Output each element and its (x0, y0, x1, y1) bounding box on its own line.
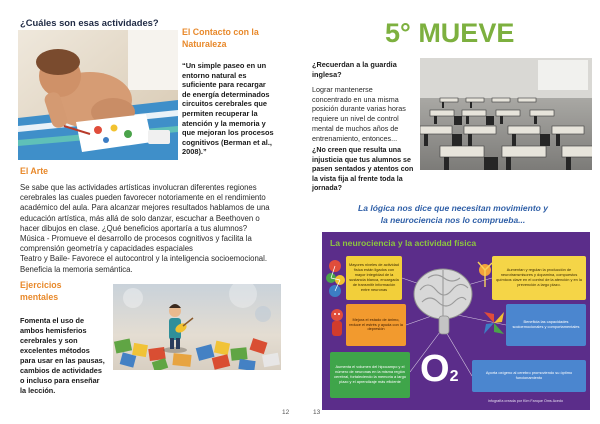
injusticia-line: injusticia que tus alumnos se (312, 155, 411, 164)
guardia-body-line: posición durante varias horas (312, 104, 406, 114)
quote-line: que mejoran los procesos (182, 128, 274, 138)
injusticia-line: ¿No creen que resulta una (312, 146, 402, 154)
box-neurotransmitters-text: Aumentan y regulan la producción de neurotransmisores y dopamina, compuestos químicos clave en el control de la atención y en la prevención a largo plazo. (496, 267, 582, 287)
logic-line: La lógica nos dice que necesitan movimiento y (358, 203, 548, 213)
box-oxygen (472, 360, 586, 392)
quote-line: “Un simple paseo en un (182, 61, 267, 70)
box-socioemotional (506, 304, 586, 346)
arte-line: Teatro y Baile- Favorece el autocontrol y la inteligencia socioemocional. (20, 254, 268, 264)
guardia-body-line: requiere un nivel de control (312, 114, 399, 124)
arte-line: Beneficia la memoria semántica. (20, 264, 133, 274)
guardia-body-line: concentrado en una misma (312, 94, 399, 104)
oxygen-subscript: 2 (449, 368, 459, 385)
quote-line: atención y la memoria y (182, 118, 266, 128)
neuron-cluster-icon (325, 258, 346, 298)
ejercicios-title-line: Ejercicios (20, 280, 62, 290)
box-socioemotional-text: Beneficia las capacidades socioemocionales y comportamentales (512, 319, 580, 329)
box-white-matter (346, 256, 402, 300)
brain-icon (412, 260, 474, 344)
arte-line: académico del aula. Para alcanzar mejores resultados hablamos de una (20, 203, 270, 213)
infographic-credit: infografía creada por Kim Fanque Oms Acedo (488, 399, 564, 403)
quote-line: de energía determinados (182, 89, 270, 99)
ejercicios-line: cambios de actividades (20, 366, 102, 375)
page-title: 5° MUEVE (385, 18, 515, 48)
arte-line: Música - Promueve el desarrollo de procesos cognitivos y facilita la (20, 234, 252, 243)
quote-line: cognitivos (Berman et al., (182, 137, 272, 147)
quote-line: 2008).” (182, 147, 207, 157)
quote-line: permiten recuperar la (182, 109, 258, 118)
page-number-right: 13 (313, 409, 321, 416)
naturaleza-title-line: Naturaleza (182, 39, 227, 49)
box-white-matter-text: Mayores niveles de actividad física están ligados con mayor integridad de la sustancia blanca, encargada de transmitir información entre neuronas (349, 262, 399, 292)
socioemotional-icon (482, 308, 506, 338)
box-mood (346, 304, 406, 346)
ejercicios-title-line: mentales (20, 292, 59, 302)
infographic-title: La neurociencia y la actividad física (330, 238, 477, 248)
arte-line: comprensión geometría y capacidades espaciales (20, 244, 193, 254)
box-hippocampus (330, 352, 410, 398)
injusticia-line: jornada? (312, 184, 342, 193)
classroom-photo (420, 58, 592, 170)
ejercicios-line: para usar en las pausas, (20, 356, 105, 365)
child-painting-photo (18, 30, 178, 160)
ejercicios-line: o incluso para enseñar (20, 376, 100, 385)
guardia-body-line: entrenamiento, entonces... (312, 133, 398, 143)
arte-title: El Arte (20, 166, 49, 176)
arte-line: cerebrales las cuales pueden favorecer notoriamente en el rendimiento (20, 193, 266, 203)
neuroscience-infographic (322, 232, 590, 410)
quote-line: circuitos cerebrales que (182, 99, 268, 109)
oxygen-symbol (420, 350, 458, 388)
ejercicios-line: la lección. (20, 386, 56, 395)
arte-line: Se sabe que las actividades artísticas involucran diferentes regiones (20, 183, 257, 192)
quote-line: suficiente para recargar (182, 80, 266, 90)
mood-figure-icon (328, 308, 346, 338)
ejercicios-line: excelentes métodos (20, 346, 90, 355)
page-number-left: 12 (282, 409, 290, 416)
box-oxygen-text: Aporta oxígeno al cerebro promoviendo su óptimo funcionamiento (485, 370, 573, 380)
oxygen-letter: O (420, 348, 450, 390)
section-heading: ¿Cuáles son esas actividades? (20, 17, 159, 28)
guardia-question-line: inglesa? (312, 70, 342, 79)
guardia-body-line: Lograr mantenerse (312, 85, 373, 94)
arte-line: educación artística, más allá de solo danzar, escuchar a Beethoven o (20, 213, 260, 223)
ejercicios-line: ambos hemisferios (20, 326, 87, 335)
guardia-question-line: ¿Recuerdan a la guardia (312, 60, 397, 69)
quote-line: entorno natural es (182, 70, 247, 80)
guardia-body-line: mental de muchos años de (312, 123, 399, 133)
arte-line: hacer dibujos en clase. ¿Qué beneficios aportaría a tus alumnos? (20, 223, 248, 233)
box-mood-text: Mejora el estado de ánimo, reduce el estrés y ayuda con la depresión (349, 316, 403, 332)
box-hippocampus-text: Aumenta el volumen del hipocampo y el número de neuronas en la misma región cerebral, fortaleciendo la memoria a largo plazo y el aprendizaje más eficiente (334, 364, 406, 384)
logic-line: la neurociencia nos lo comprueba... (380, 215, 526, 225)
naturaleza-title-line: El Contacto con la (182, 27, 259, 37)
ejercicios-line: Fomenta el uso de (20, 316, 85, 325)
puzzle-figurine-photo (113, 284, 281, 370)
box-neurotransmitters (492, 256, 586, 300)
ejercicios-line: cerebrales y son (20, 336, 78, 345)
injusticia-line: la vista fija al frente toda la (312, 174, 403, 183)
injusticia-line: pasen sentados y atentos con (312, 165, 414, 174)
